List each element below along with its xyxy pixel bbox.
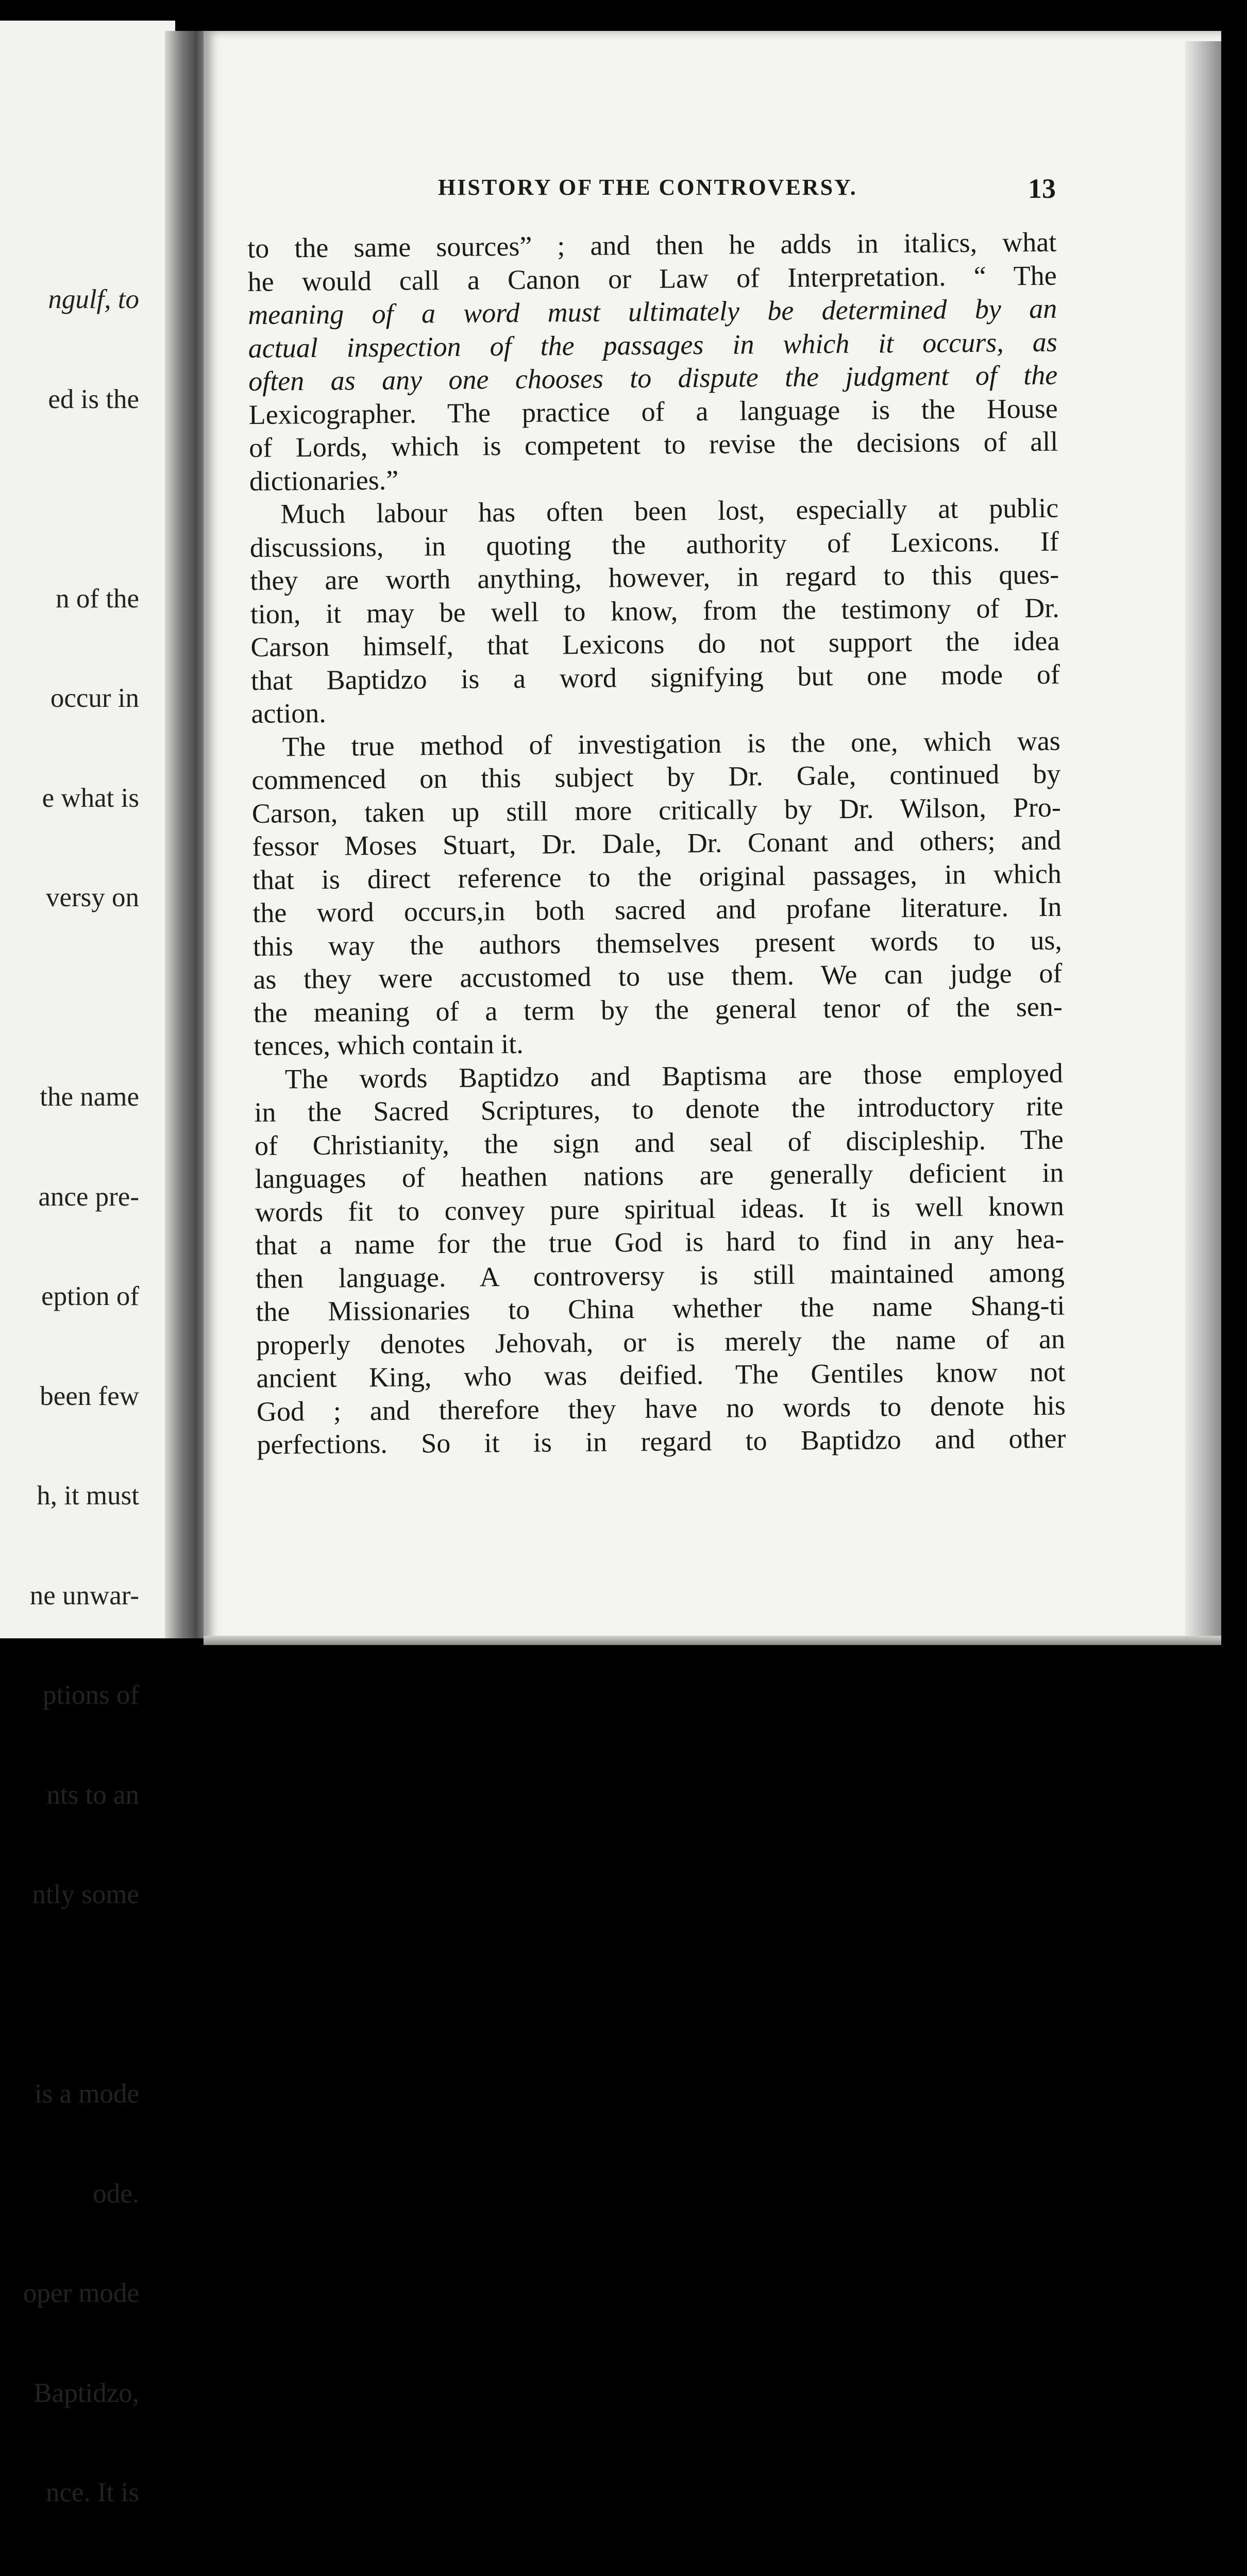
body-text [247, 226, 1066, 1462]
text-line: then language. A controversy is still maintained among [256, 1256, 1065, 1295]
text-line: that Baptidzo is a word signifying but one mode of [251, 657, 1060, 697]
prev-line: ntly some [0, 1878, 139, 1911]
text-line: ancient King, who was deified. The Gentiles know not [256, 1355, 1065, 1395]
text-line: God ; and therefore they have no words to denote his [257, 1388, 1066, 1428]
italic-quote: often as any one chooses to dispute the judgment of the [248, 360, 1057, 397]
text-line: this way the authors themselves present words to us, [253, 923, 1062, 963]
text-line: of Lords, which is competent to revise the decisions of all [249, 425, 1058, 465]
prev-line: the name [0, 1080, 139, 1114]
prev-line: ngulf, to [0, 283, 139, 316]
text-line: they are worth anything, however, in regard to this ques- [250, 558, 1059, 598]
prev-line: Baptidzo, [0, 2377, 139, 2410]
text-line: he would call a Canon or Law of Interpretation. “ The [248, 259, 1057, 298]
text-line: tion, it may be well to know, from the testimony of Dr. [250, 591, 1059, 631]
prev-line: ne unwar- [0, 1579, 139, 1613]
text-line: that a name for the true God is hard to find in any hea- [255, 1223, 1064, 1262]
prev-line: ode. [0, 2177, 139, 2211]
running-head: HISTORY OF THE CONTROVERSY. [438, 174, 857, 200]
prev-line: n of the [0, 582, 139, 616]
text-line: words fit to convey pure spiritual ideas. It is well known [255, 1189, 1064, 1229]
text-line: dictionaries.” [249, 458, 1058, 498]
prev-line-gap [0, 981, 139, 1014]
paragraph-start: The true method of investigation is the one, which was [251, 724, 1060, 764]
page-bottom-edge [204, 1636, 1221, 1645]
text-line [248, 325, 1057, 365]
prev-line: versy on [0, 881, 139, 914]
prev-line: been few [0, 1380, 139, 1413]
prev-line: ptions of [0, 1679, 139, 1712]
text-line: action. [251, 691, 1060, 731]
text-line: Carson, taken up still more critically by Dr. Wilson, Pro- [252, 790, 1061, 830]
text-line: that is direct reference to the original passages, in which [252, 857, 1061, 896]
prev-line: oper mode [0, 2277, 139, 2310]
italic-quote: actual inspection of the passages in which it occurs, as [248, 326, 1057, 363]
prev-line: is a mode [0, 2077, 139, 2111]
page-number: 13 [1028, 173, 1056, 205]
page-fore-edge [1185, 41, 1221, 1643]
prev-line-gap [0, 482, 139, 516]
paragraph-start: The words Baptidzo and Baptisma are those employed [254, 1056, 1063, 1096]
text-line: in the Sacred Scriptures, to denote the introductory rite [254, 1090, 1063, 1129]
prev-line: eption of [0, 1280, 139, 1313]
text-line: Carson himself, that Lexicons do not support the idea [250, 624, 1059, 664]
text-line: the meaning of a term by the general tenor of the sen- [254, 990, 1063, 1029]
text-line: tences, which contain it. [254, 1023, 1063, 1063]
text-line: the Missionaries to China whether the name Shang-ti [256, 1289, 1065, 1329]
text-line: the word occurs,in both sacred and profane literature. In [252, 890, 1061, 930]
text-line: perfections. So it is in regard to Baptidzo and other [257, 1422, 1066, 1462]
text-line: fessor Moses Stuart, Dr. Dale, Dr. Conant and others; and [252, 824, 1061, 863]
prev-line: occur in [0, 682, 139, 715]
text-line [248, 359, 1057, 398]
prev-line-gap [0, 1978, 139, 2011]
text-line: as they were accustomed to use them. We can judge of [253, 957, 1062, 996]
previous-page-text [0, 216, 139, 2576]
text-line: languages of heathen nations are generally deficient in [255, 1156, 1064, 1196]
text-line: discussions, in quoting the authority of Lexicons. If [250, 524, 1059, 564]
text-line: properly denotes Jehovah, or is merely the name of an [256, 1322, 1065, 1362]
prev-line: e what is [0, 782, 139, 815]
prev-line: ance pre- [0, 1180, 139, 1214]
text-line [248, 292, 1057, 332]
prev-line: nce. It is [0, 2476, 139, 2510]
prev-line: nts to an [0, 1778, 139, 1812]
text-line: of Christianity, the sign and seal of discipleship. The [255, 1123, 1064, 1162]
text-line: commenced on this subject by Dr. Gale, continued by [251, 757, 1060, 797]
text-line: to the same sources” ; and then he adds in italics, what [247, 226, 1056, 265]
prev-line: ed is the [0, 383, 139, 416]
prev-line: h, it must [0, 1479, 139, 1513]
text-line: Lexicographer. The practice of a language is the House [249, 392, 1058, 431]
italic-quote: meaning of a word must ultimately be determined by an [248, 293, 1057, 330]
paragraph-start: Much labour has often been lost, especially at public [249, 492, 1058, 531]
